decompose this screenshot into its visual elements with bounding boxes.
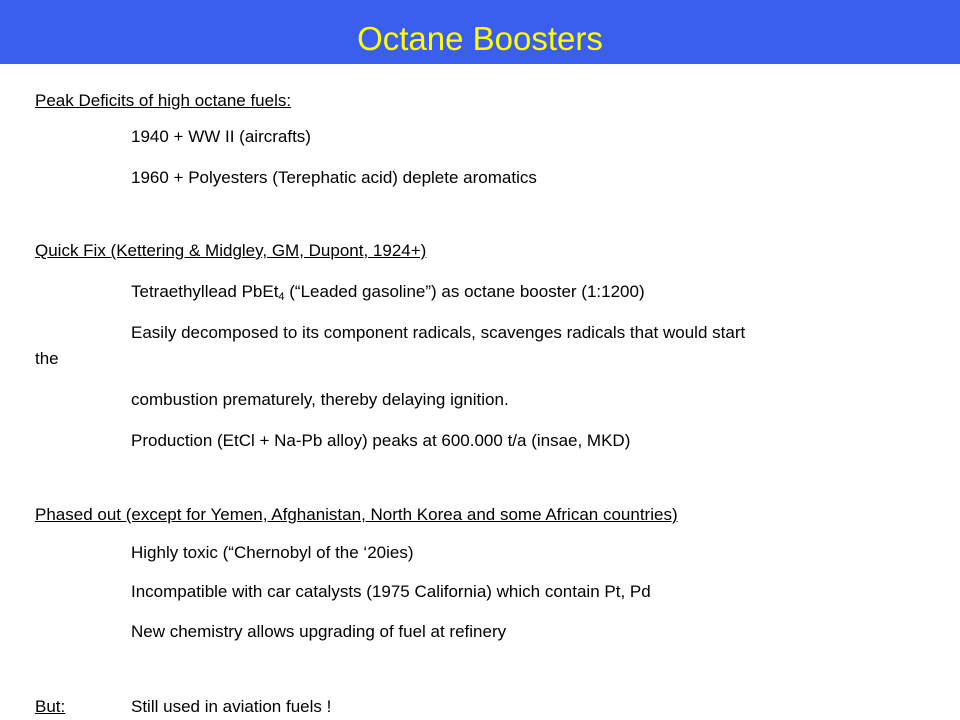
tel-prefix: Tetraethyllead PbEt	[131, 282, 279, 301]
section3-item: Incompatible with car catalysts (1975 California) which contain Pt, Pd	[131, 582, 651, 601]
footer-label: But:	[35, 697, 66, 716]
section3-item: Highly toxic (“Chernobyl of the ‘20ies)	[131, 543, 414, 562]
tel-line	[131, 281, 645, 303]
section1-heading: Peak Deficits of high octane fuels:	[35, 91, 292, 110]
section2-line3: combustion prematurely, thereby delaying ignition.	[131, 390, 509, 409]
footer-line	[35, 696, 331, 718]
section3-item: New chemistry allows upgrading of fuel at refinery	[131, 622, 507, 641]
section1-item: 1940 + WW II (aircrafts)	[131, 127, 311, 146]
section2-heading: Quick Fix (Kettering & Midgley, GM, Dupont, 1924+)	[35, 241, 427, 260]
section2-line2-wrap: the	[35, 349, 59, 368]
title-bar	[0, 0, 960, 64]
section2-line4: Production (EtCl + Na-Pb alloy) peaks at 600.000 t/a (insae, MKD)	[131, 431, 631, 450]
section2-line2: Easily decomposed to its component radicals, scavenges radicals that would start	[131, 323, 746, 342]
tel-suffix: (“Leaded gasoline”) as octane booster (1:1200)	[284, 282, 645, 301]
footer-text: Still used in aviation fuels !	[131, 697, 332, 716]
section3-heading: Phased out (except for Yemen, Afghanistan, North Korea and some African countries)	[35, 505, 678, 524]
section1-item: 1960 + Polyesters (Terephatic acid) deplete aromatics	[131, 168, 537, 187]
slide-title: Octane Boosters	[357, 20, 603, 57]
tel-subscript: 4	[278, 291, 285, 303]
